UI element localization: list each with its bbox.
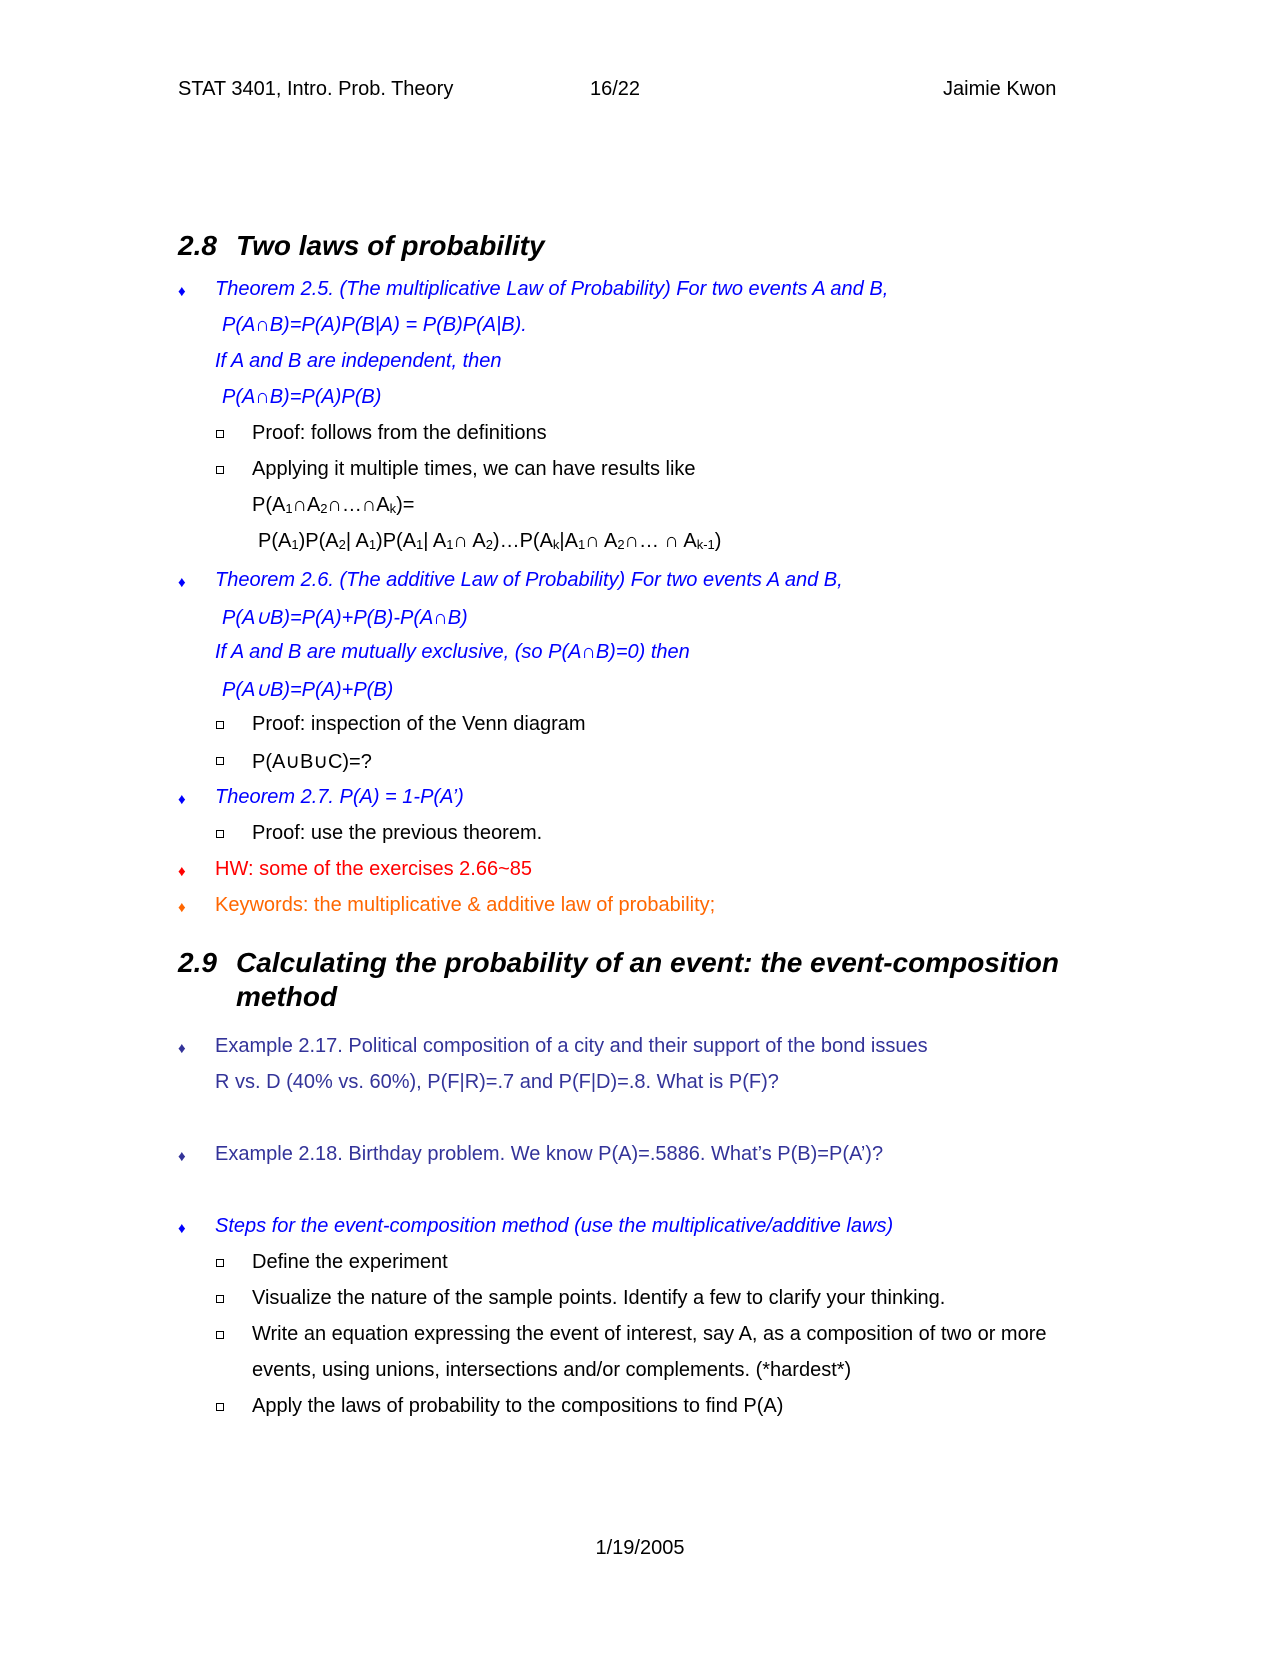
theorem-2-6-exclusive: If A and B are mutually exclusive, (so P(A∩B)=0) then bbox=[215, 641, 690, 663]
theorem-2-5-independent-equation: P(A∩B)=P(A)P(B) bbox=[222, 386, 382, 408]
formula-chain-rule: $P(A_1)P(A_2|$ $A_1)P(A_1|$ $A_1\cap$ $A_2)\dots P(A_k|A_1\cap$ $A_2\cap\dots$ ∩ $A_{k-1}$) bbox=[258, 530, 722, 552]
theorem-2-6-equation: P(A∪B)=P(A)+P(B)-P(A∩B) bbox=[222, 607, 468, 629]
keywords: Keywords: the multiplicative & additive law of probability; bbox=[215, 894, 716, 916]
square-bullet-icon bbox=[216, 1331, 224, 1339]
step-define-experiment: Define the experiment bbox=[252, 1251, 448, 1273]
section-number: 2.8 bbox=[178, 230, 217, 261]
header-page-number: 16/22 bbox=[590, 78, 641, 100]
steps-heading: Steps for the event-composition method (use the multiplicative/additive laws) bbox=[215, 1215, 894, 1237]
proof-previous-theorem: Proof: use the previous theorem. bbox=[252, 822, 543, 844]
square-bullet-icon bbox=[216, 1259, 224, 1267]
example-2-17-line2: R vs. D (40% vs. 60%), P(F|R)=.7 and P(F|D)=.8. What is P(F)? bbox=[215, 1071, 779, 1093]
proof-venn: Proof: inspection of the Venn diagram bbox=[252, 713, 586, 735]
example-2-17-line1: Example 2.17. Political composition of a city and their support of the bond issues bbox=[215, 1035, 928, 1057]
three-union-question: P(A∪B∪C)=? bbox=[252, 751, 372, 773]
diamond-bullet-icon: ♦ bbox=[178, 1148, 186, 1165]
square-bullet-icon bbox=[216, 721, 224, 729]
theorem-2-5-equation: P(A∩B)=P(A)P(B|A) = P(B)P(A|B). bbox=[222, 314, 527, 336]
diamond-bullet-icon: ♦ bbox=[178, 863, 186, 880]
section-title-line1: Calculating the probability of an event: the event-composition bbox=[236, 947, 1059, 978]
square-bullet-icon bbox=[216, 757, 224, 765]
theorem-2-5: Theorem 2.5. (The multiplicative Law of Probability) For two events A and B, bbox=[215, 278, 889, 300]
diamond-bullet-icon: ♦ bbox=[178, 791, 186, 808]
square-bullet-icon bbox=[216, 1295, 224, 1303]
diamond-bullet-icon: ♦ bbox=[178, 899, 186, 916]
header-author: Jaimie Kwon bbox=[943, 78, 1057, 100]
square-bullet-icon bbox=[216, 1403, 224, 1411]
homework: HW: some of the exercises 2.66~85 bbox=[215, 858, 533, 880]
step-write-equation-line2: events, using unions, intersections and/or complements. (*hardest*) bbox=[252, 1359, 852, 1381]
applying-multiple-times: Applying it multiple times, we can have results like bbox=[252, 458, 696, 480]
formula-intersection-k: $P(A_1\cap A_2\cap\dots\cap A_k)=$ bbox=[252, 494, 415, 516]
theorem-2-6: Theorem 2.6. (The additive Law of Probability) For two events A and B, bbox=[215, 569, 843, 591]
square-bullet-icon bbox=[216, 830, 224, 838]
diamond-bullet-icon: ♦ bbox=[178, 1040, 186, 1057]
section-heading-2-8 bbox=[178, 230, 545, 262]
step-visualize: Visualize the nature of the sample points. Identify a few to clarify your thinking. bbox=[252, 1287, 946, 1309]
section-heading-2-9 bbox=[178, 946, 1059, 1014]
theorem-2-6-exclusive-equation: P(A∪B)=P(A)+P(B) bbox=[222, 679, 394, 701]
step-write-equation-line1: Write an equation expressing the event of interest, say A, as a composition of two or more bbox=[252, 1323, 1047, 1345]
step-apply-laws: Apply the laws of probability to the compositions to find P(A) bbox=[252, 1395, 784, 1417]
diamond-bullet-icon: ♦ bbox=[178, 1220, 186, 1237]
theorem-2-5-independent: If A and B are independent, then bbox=[215, 350, 502, 372]
diamond-bullet-icon: ♦ bbox=[178, 574, 186, 591]
example-2-18: Example 2.18. Birthday problem. We know P(A)=.5886. What’s P(B)=P(A’)? bbox=[215, 1143, 884, 1165]
proof-definitions: Proof: follows from the definitions bbox=[252, 422, 547, 444]
diamond-bullet-icon: ♦ bbox=[178, 283, 186, 300]
footer-date: 1/19/2005 bbox=[595, 1537, 685, 1559]
section-title: Two laws of probability bbox=[236, 230, 545, 261]
header-course: STAT 3401, Intro. Prob. Theory bbox=[178, 78, 454, 100]
section-title-line2: method bbox=[236, 981, 338, 1012]
square-bullet-icon bbox=[216, 466, 224, 474]
section-number: 2.9 bbox=[178, 947, 217, 978]
theorem-2-7: Theorem 2.7. P(A) = 1-P(A’) bbox=[215, 786, 464, 808]
square-bullet-icon bbox=[216, 430, 224, 438]
